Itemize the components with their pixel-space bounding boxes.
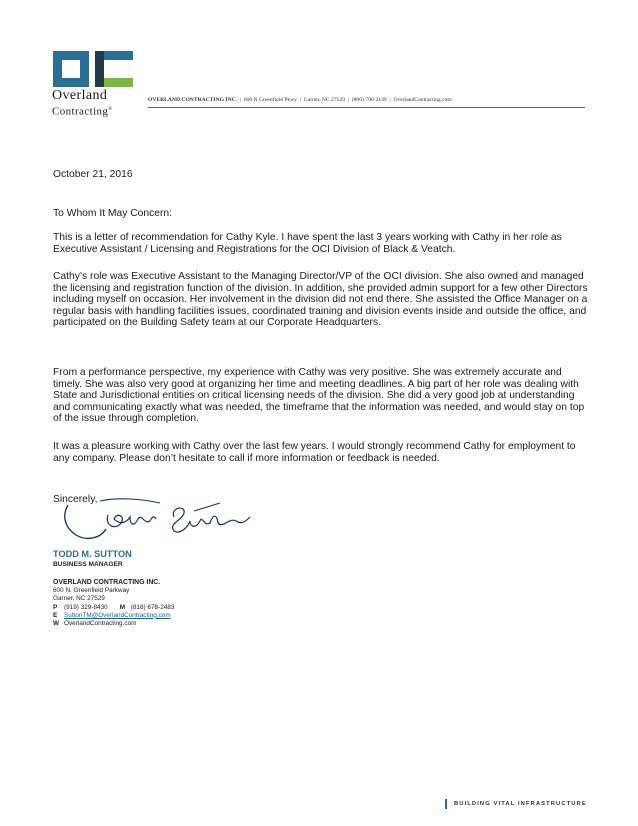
letterhead-sep: | (239, 97, 241, 103)
letter-date: October 21, 2016 (53, 169, 133, 180)
contact-web-row (53, 620, 273, 628)
letter-paragraph-3: From a performance perspective, my experience with Cathy was very positive. She was extremely accurate and timely. She was also very good at organizing her time and meeting deadlines. A big part of her role was dealing with State and Jurisdictional entities on critical licensing needs of the division. She did a very good job at understanding and communicating exactly what was needed, the timeframe that the information was needed, and would stay on top of the issue through completion. (53, 367, 585, 425)
email-label: E (53, 611, 58, 619)
logo-wordmark (52, 89, 107, 103)
letter-paragraph-4: It was a pleasure working with Cathy over the last few years. I would strongly recommend Cathy for employment to any company. Please don’t hesitate to call if more information or feedback is needed. (53, 441, 576, 464)
letter-salutation: To Whom It May Concern: (53, 208, 173, 219)
letterhead-company: OVERLAND CONTRACTING INC. (148, 97, 238, 103)
letterhead-sep: | (347, 97, 349, 103)
overland-contracting-logo-icon (53, 51, 133, 87)
contact-block (53, 579, 273, 628)
mobile-label: M (119, 603, 126, 611)
signatory-name: TODD M. SUTTON (53, 549, 132, 559)
contact-phones (53, 604, 273, 612)
phone-number: (919) 329-8430 (64, 603, 108, 611)
web-label: W (53, 620, 60, 628)
letterhead-sep: | (389, 97, 391, 103)
letterhead-sep: | (299, 97, 301, 103)
letterhead-phone: (800) 790-2149 (351, 97, 387, 103)
letter-paragraph-1: This is a letter of recommendation for Cathy Kyle. I have spent the last 3 years working with Cathy in her role as Executive Assistant / Licensing and Registrations for the OCI Division of Black & Veatch. (53, 232, 562, 255)
logo-trademark: ® (108, 107, 113, 112)
mobile-number: (816) 678-2483 (130, 603, 175, 611)
footer-tagline-text: BUILDING VITAL INFRASTRUCTURE (454, 800, 587, 807)
handwritten-signature (60, 493, 265, 549)
contact-street: 600 N. Greenfield Parkway (53, 587, 130, 595)
logo-sub-text: Contracting (52, 105, 109, 118)
letterhead-divider (148, 107, 585, 108)
signatory-title: BUSINESS MANAGER (53, 561, 123, 568)
footer-bar-icon (445, 799, 447, 809)
letter-paragraph-2: Cathy’s role was Executive Assistant to the Managing Director/VP of the OCI division. She also owned and managed the licensing and registration function of the division. In addition, she provided admin support for a few other Directors including myself on occasion. Her involvement in the division did not end there. She assisted the Office Manager on a regular basis with handling facilities issues, coordinated training and division events inside and outside the office, and participated on the Building Safety team at our Corporate Headquarters. (53, 271, 588, 329)
letterhead-info (148, 96, 452, 104)
letterhead-address: 600 N Greenfield Pkwy (243, 97, 298, 103)
letterhead-city: Garner, NC 27529 (303, 97, 346, 103)
email-link[interactable]: SuttonTM@OverlandContracting.com (64, 611, 171, 619)
letter-closing: Sincerely, (53, 494, 98, 505)
contact-city: Garner, NC 27529 (53, 595, 105, 603)
logo-subtitle (52, 104, 113, 118)
logo-name-text: Overland (52, 88, 108, 103)
web-address: OverlandContracting.com (64, 620, 137, 628)
contact-company: OVERLAND CONTRACTING INC. (53, 579, 161, 586)
phone-label: P (53, 603, 58, 611)
letterhead-website: OverlandContracting.com (393, 97, 452, 103)
footer-tagline (445, 795, 587, 813)
contact-email-row (53, 612, 273, 620)
